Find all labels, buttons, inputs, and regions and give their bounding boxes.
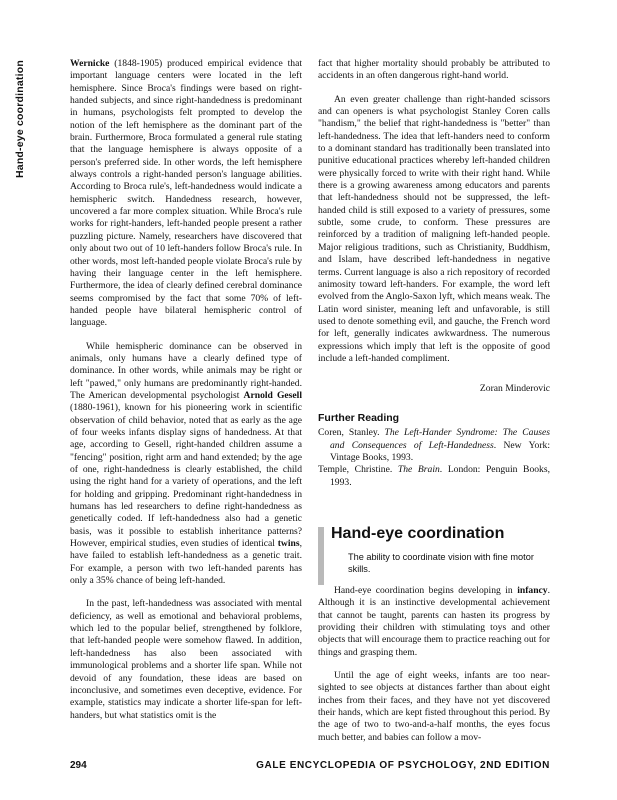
running-header: Hand-eye coordination [14,60,26,178]
term-twins[interactable]: twins [277,538,300,550]
paragraph: An even greater challenge than right-handed scissors and can openers is what psychologist Stanley Coren calls "handism," the belief that right-handedness is "better" than left-handedness. The idea that left-handers need to conform to a dominant standard has traditionally been translated into punitive educational practices whereby left-handed children were physically forced to write with their right hand. While there is a growing awareness among educators and parents that left-handedness should not be suppressed, the left-handed child is still exposed to a variety of pressures, some subtle, some crude, to conform. These pressures are reinforced by a tradition of maligning left-handed people. Major religious traditions, such as Christianity, Buddhism, and Islam, have described left-handedness in negative terms. Current language is also a rich repository of recorded animosity toward left-handers. For example, the word left evolved from the Anglo-Saxon lyft, which means weak. The Latin word sinister, meaning left and unfavorable, is still used to denote something evil, and gauche, the French word for left, generally indicates awkwardness. The numerous expressions which imply that left is the opposite of good include a left-handed compliment. [318,93,550,364]
reference-item: Coren, Stanley. The Left-Hander Syndrome: The Causes and Consequences of Left-Handedness. New York: Vintage Books, 1993. [318,427,550,463]
term-infancy[interactable]: infancy [517,584,548,596]
paragraph: In the past, left-handedness was associated with mental deficiency, as well as emotional and behavioral problems, which led to the popular belief, strengthened by folklore, that left-handed people were somehow flawed. In addition, left-handedness has also been associated with immunological problems and a shorter life span. While not devoid of any foundation, these ideas are based on inconclusive, and sometimes even deceptive, evidence. For example, statistics may indicate a shorter life-span for left-handers, but what statistics omit is the [70,598,302,721]
paragraph-text: While hemispheric dominance can be observed in animals, only humans have a clearly defined type of dominance. In other words, while animals may be right or left "pawed," only humans are predominantly right-handed. The American developmental psychologist [70,340,302,401]
further-reading-heading: Further Reading [318,412,400,425]
author-signature: Zoran Minderovic [479,383,550,395]
publication-title: GALE ENCYCLOPEDIA OF PSYCHOLOGY, 2ND EDITION [256,760,550,771]
paragraph [70,341,302,588]
term-wernicke[interactable]: Wernicke [70,58,110,69]
paragraph [70,58,302,330]
entry-accent-bar [318,527,324,585]
paragraph-text: (1848-1905) produced empirical evidence that important language centers were located in the left hemisphere. Since Broca's findings were based on right-handed subjects, and since right-handedness is predominant in humans, psychologists felt prompted to develop the notion of the left hemisphere as the dominant part of the brain. Furthermore, Broca formulated a general rule stating that the language hemisphere is always opposite of a person's preferred side. In other words, the left hemisphere always controls a right-handed person's language abilities. According to Broca rule's, left-handedness would indicate a hemispheric switch. Handedness research, however, uncovered a far more complex situation. While Broca's rule works for right-handers, left-handed people present a rather puzzling picture. Namely, researchers have discovered that only about two out of 10 left-handers follow Broca's rule. In other words, most left-handed people violate Broca's rule by having their language center in the left hemisphere. Furthermore, the idea of clearly defined cerebral dominance seems compromised by the fact that some 70% of left-handed people have bilateral hemispheric control of language. [70,58,302,329]
paragraph-text: , have failed to establish left-handedness as a genetic trait. For example, a person with two left-handed parents has only a 35% chance of being left-handed. [70,538,302,587]
paragraph: Until the age of eight weeks, infants are too near-sighted to see objects at distances farther than about eight inches from their faces, and they have not yet discovered their hands, which are kept fisted throughout this period. By the age of two to two-and-a-half months, the eyes focus much better, and babies can follow a mov- [318,670,550,743]
left-column [70,58,302,722]
term-arnold-gesell[interactable]: Arnold Gesell [243,389,302,401]
entry-title: Hand-eye coordination [331,524,505,542]
entry-heading-box [318,525,550,575]
right-column [318,58,550,744]
paragraph: fact that higher mortality should probably be attributed to accidents in an often dangerous right-hand world. [318,58,550,82]
entry-definition: The ability to coordinate vision with fine motor skills. [348,551,534,574]
paragraph-text: (1880-1961), known for his pioneering work in scientific observation of child behavior, noted that as early as the age of four weeks infants display signs of handedness. At that age, according to Gesell, right-handed children assume a "fencing" position, right arm and hand extended; by the age of one, right-handedness is clearly established, the child using the right hand for a variety of operations, and the left for holding and gripping. Predominant right-handedness in humans has led researchers to define right-handedness as genetically coded. If left-handedness also had a genetic basis, was it possible to establish inheritance patterns? However, empirical studies, even studies of identical [70,402,302,550]
reference-item: Temple, Christine. The Brain. London: Penguin Books, 1993. [318,464,550,488]
page-number: 294 [70,760,87,771]
paragraph: Hand-eye coordination begins developing in infancy. Although it is an instinctive developmental achievement that cannot be taught, parents can hasten its progress by providing their children with stimulating toys and other objects that will encourage them to practice reaching out for things and grasping them. [318,584,550,658]
